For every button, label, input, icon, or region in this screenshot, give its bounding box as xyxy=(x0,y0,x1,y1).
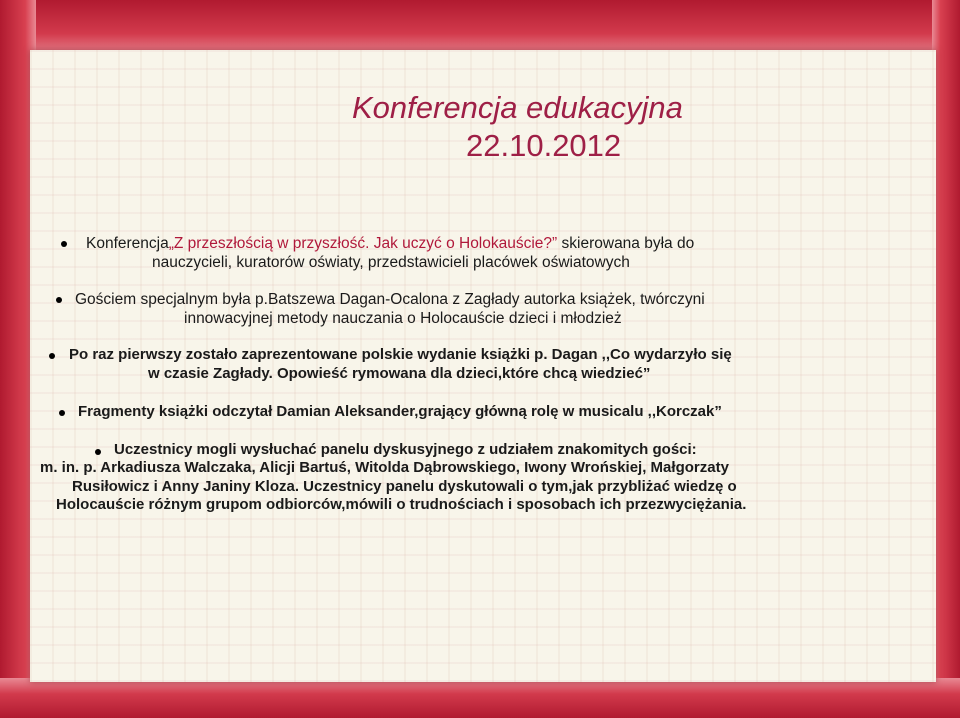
conference-title-quote: „Z przeszłością w przyszłość. Jak uczyć o Holokauście?” xyxy=(168,235,558,252)
item-5-line-3: Rusiłowicz i Anny Janiny Kloza. Uczestnicy panelu dyskutowali o tym,jak przybliżać wiedzę o xyxy=(72,478,737,495)
item-3-line-2: w czasie Zagłady. Opowieść rymowana dla dzieci,które chcą wiedzieć” xyxy=(148,365,651,382)
frame-top xyxy=(0,0,960,56)
item-2-line-2: innowacyjnej metody nauczania o Holocauście dzieci i młodzież xyxy=(184,310,622,327)
bullet-dot xyxy=(59,410,65,416)
bullet-dot xyxy=(61,241,67,247)
slide-date: 22.10.2012 xyxy=(466,128,622,163)
bullet-dot xyxy=(49,353,55,359)
item-1-lead: Konferencja xyxy=(86,235,169,252)
item-1-line-1 xyxy=(86,234,694,254)
item-3-line-1: Po raz pierwszy zostało zaprezentowane polskie wydanie książki p. Dagan ,,Co wydarzyło się xyxy=(69,346,732,363)
item-5-line-1: Uczestnicy mogli wysłuchać panelu dyskusyjnego z udziałem znakomitych gości: xyxy=(114,441,697,458)
frame-right xyxy=(932,0,960,718)
item-5-line-4: Holocauście różnym grupom odbiorców,mówili o trudnościach i sposobach ich przezwyciężania. xyxy=(56,496,747,513)
item-1-tail: skierowana była do xyxy=(557,235,695,252)
bullet-dot xyxy=(56,297,62,303)
item-5-line-2: m. in. p. Arkadiusza Walczaka, Alicji Bartuś, Witolda Dąbrowskiego, Iwony Wrońskiej, Małgorzaty xyxy=(40,459,729,476)
bullet-dot xyxy=(95,449,101,455)
item-2-line-1: Gościem specjalnym była p.Batszewa Dagan-Ocalona z Zagłady autorka książek, twórczyni xyxy=(75,291,705,308)
slide-title: Konferencja edukacyjna xyxy=(352,90,683,125)
item-4-line-1: Fragmenty książki odczytał Damian Aleksander,grający główną rolę w musicalu ,,Korczak” xyxy=(78,403,722,420)
item-1-line-2: nauczycieli, kuratorów oświaty, przedstawicieli placówek oświatowych xyxy=(152,254,630,271)
frame-bottom xyxy=(0,678,960,718)
